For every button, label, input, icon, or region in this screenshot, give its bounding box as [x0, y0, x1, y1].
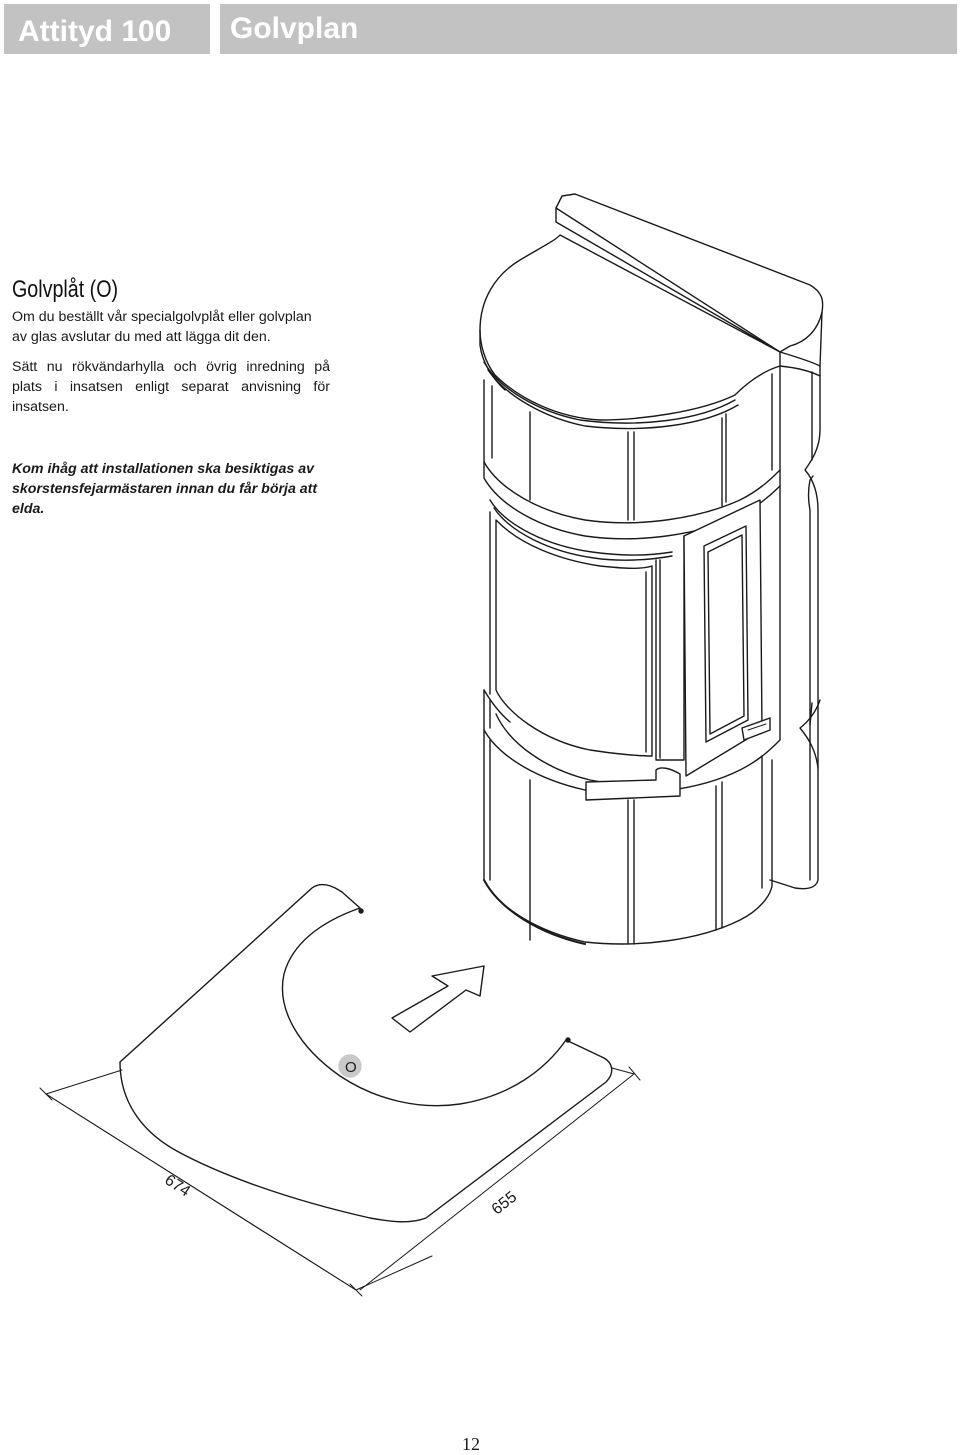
part-label: O	[345, 1059, 357, 1076]
dimension-655: 655	[488, 1188, 521, 1219]
page-number: 12	[462, 1434, 480, 1454]
header-product-title: Attityd 100	[4, 4, 210, 54]
inspection-note: Kom ihåg att installationen ska besiktigas av skorstensfejarmästaren innan du får börja att elda.	[12, 461, 318, 517]
section-heading: Golvplåt (O)	[12, 276, 119, 303]
stove-illustration	[480, 194, 823, 944]
floor-plate-illustration	[40, 885, 640, 1296]
header-section-title: Golvplan	[220, 4, 957, 54]
dimension-674: 674	[161, 1171, 194, 1201]
paragraph-smoke-shelf: Sätt nu rökvändarhylla och övrig inredning på plats i insatsen enligt separat anvisning för insatsen.	[12, 359, 330, 415]
arrow-icon	[392, 966, 484, 1032]
paragraph-floor-plate: Om du beställt vår specialgolvplåt eller golvplan av glas avslutar du med att lägga dit den.	[12, 309, 312, 345]
